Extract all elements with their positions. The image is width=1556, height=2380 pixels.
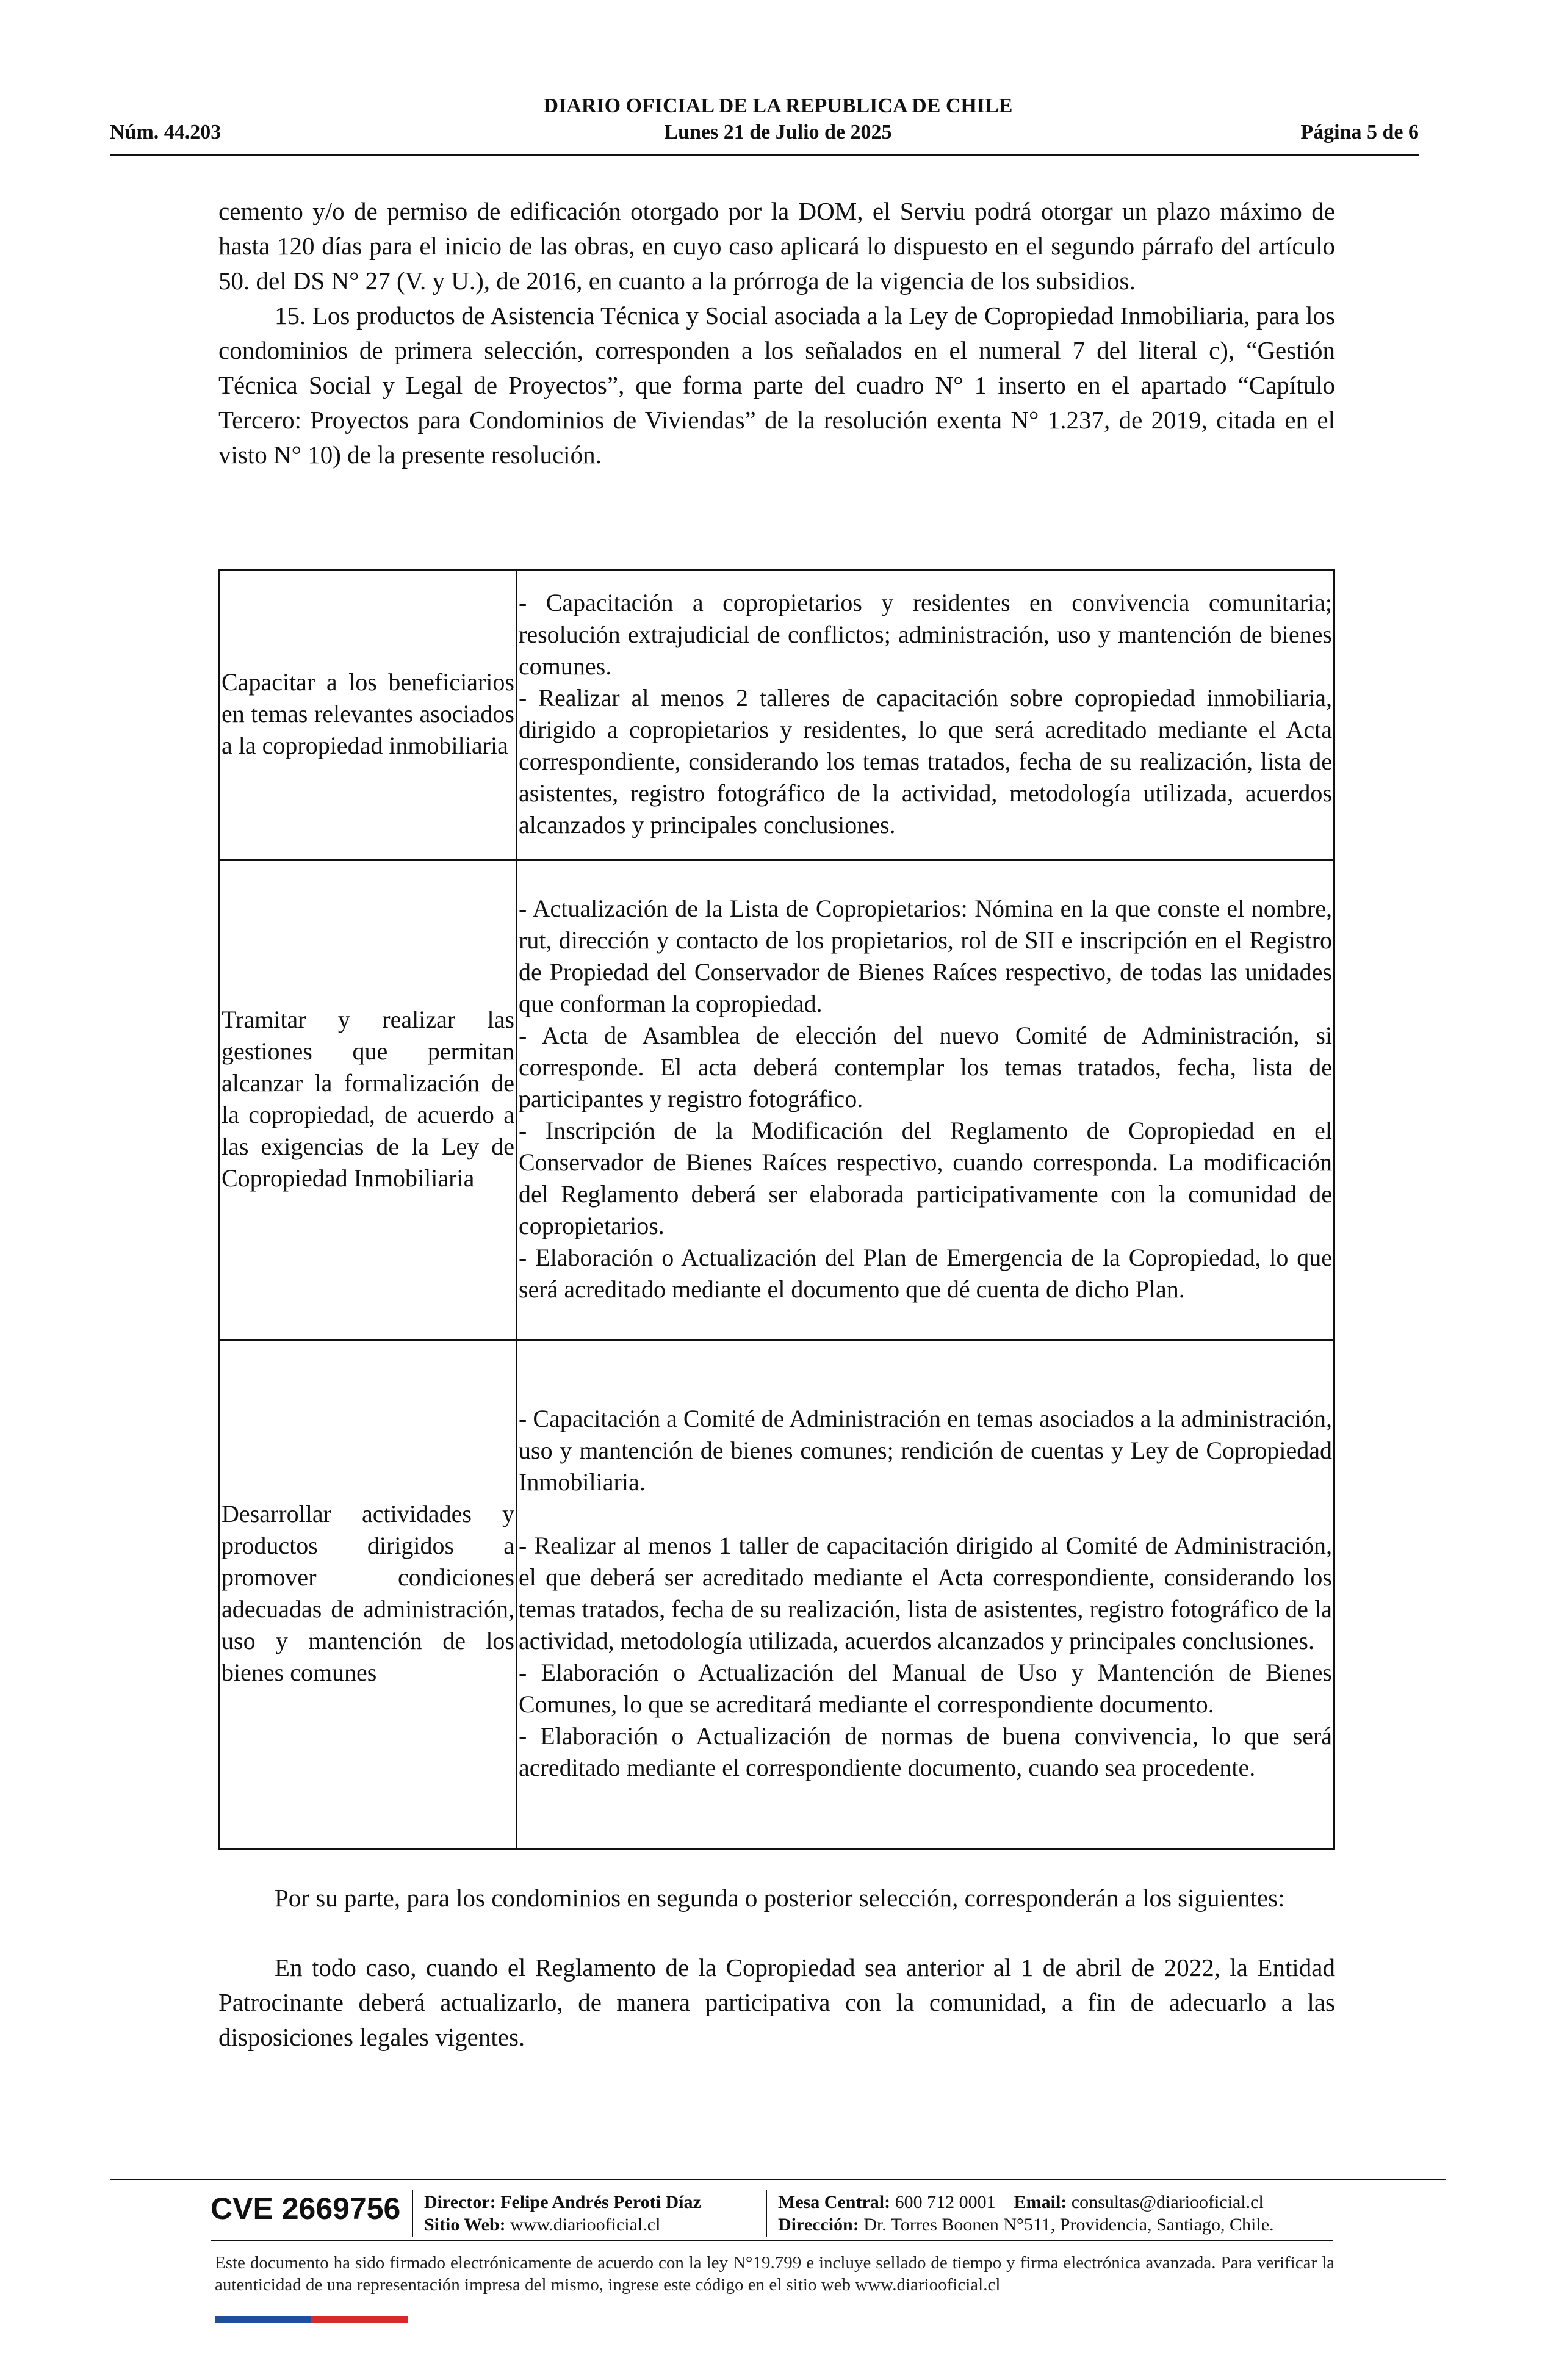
spacer [519, 1498, 1332, 1530]
address-label: Dirección: [778, 2215, 859, 2235]
table-row [220, 1340, 1334, 1849]
products-cell [517, 570, 1334, 860]
product-item: - Realizar al menos 2 talleres de capacitación sobre copropiedad inmobiliaria, dirigido a copropietarios y residentes, lo que será acreditado mediante el Acta correspondiente, considerando los temas tratados, fecha de su realización, lista de asistentes, registro fotográfico de la actividad, metodología utilizada, acuerdos alcanzados y principales conclusiones. [519, 683, 1332, 838]
intro-section [218, 194, 1335, 472]
activity-cell: Desarrollar actividades y productos dirigidos a promover condiciones adecuadas de administración, uso y mantención de los bienes comunes [220, 1340, 517, 1849]
products-cell [517, 860, 1334, 1340]
flag-stripe-red [311, 2316, 408, 2323]
product-item: - Elaboración o Actualización del Plan de Emergencia de la Copropiedad, lo que será acreditado mediante el documento que dé cuenta de dicho Plan. [519, 1243, 1332, 1303]
products-table [218, 569, 1335, 1850]
issue-date: Lunes 21 de Julio de 2025 [664, 121, 892, 143]
flag-stripe-blue [215, 2316, 311, 2323]
product-item: - Acta de Asamblea de elección del nuevo Comité de Administración, si corresponde. El acta deberá contemplar los temas tratados, fecha, lista de participantes y registro fotográfico. [519, 1021, 1332, 1112]
director-name: Felipe Andrés Peroti Díaz [500, 2192, 701, 2212]
paragraph-continuation: cemento y/o de permiso de edificación otorgado por la DOM, el Serviu podrá otorgar un plazo máximo de hasta 120 días para el inicio de las obras, en cuyo caso aplicará lo dispuesto en el segundo párrafo del artículo 50. del DS N° 27 (V. y U.), de 2016, en cuanto a la prórroga de la vigencia de los subsidios. [218, 197, 1335, 295]
web-label: Sitio Web: [424, 2215, 506, 2235]
newspaper-title: DIARIO OFICIAL DE LA REPUBLICA DE CHILE [543, 95, 1013, 117]
mesa-label: Mesa Central: [778, 2192, 891, 2212]
header-divider [110, 154, 1419, 156]
closing-section [218, 1881, 1335, 2055]
footer-divider [110, 2179, 1446, 2180]
product-item: - Capacitación a copropietarios y residentes en convivencia comunitaria; resolución extrajudicial de conflictos; administración, uso y mantención de bienes comunes. [519, 588, 1332, 680]
cve-code: CVE 2669756 [211, 2191, 401, 2226]
product-item: - Capacitación a Comité de Administración en temas asociados a la administración, uso y mantención de bienes comunes; rendición de cuentas y Ley de Copropiedad Inmobiliaria. [519, 1404, 1332, 1496]
table-row [220, 860, 1334, 1340]
product-item: - Realizar al menos 1 taller de capacitación dirigido al Comité de Administración, el que deberá ser acreditado mediante el Acta correspondiente, considerando los temas tratados, fecha de su realización, lista de asistentes, registro fotográfico de la actividad, metodología utilizada, acuerdos alcanzados y principales conclusiones. [519, 1531, 1332, 1654]
activity-cell: Tramitar y realizar las gestiones que permitan alcanzar la formalización de la copropiedad, de acuerdo a las exigencias de la Ley de Copropiedad Inmobiliaria [220, 860, 517, 1340]
footer-separator [766, 2190, 767, 2237]
activity-cell: Capacitar a los beneficiarios en temas relevantes asociados a la copropiedad inmobiliaria [220, 570, 517, 860]
footer-inner-divider [211, 2240, 1333, 2241]
address-text: Dr. Torres Boonen N°511, Providencia, Santiago, Chile. [863, 2215, 1274, 2235]
paragraph-reglamento: En todo caso, cuando el Reglamento de la Copropiedad sea anterior al 1 de abril de 2022, la Entidad Patrocinante deberá actualizarlo, de manera participativa con la comunidad, a fin de adecuarlo a las disposiciones legales vigentes. [218, 1953, 1335, 2051]
paragraph-second-selection: Por su parte, para los condominios en segunda o posterior selección, corresponderán a los siguientes: [275, 1884, 1285, 1912]
director-label: Director: [424, 2192, 496, 2212]
mesa-phone: 600 712 0001 [895, 2192, 996, 2212]
page-number: Página 5 de 6 [1300, 121, 1419, 143]
footer-separator [412, 2190, 413, 2237]
product-item: - Actualización de la Lista de Copropietarios: Nómina en la que conste el nombre, rut, dirección y contacto de los propietarios, rol de SII e inscripción en el Registro de Propiedad del Conservador de Bienes Raíces respectivo, de todas las unidades que conforman la copropiedad. [519, 894, 1332, 1017]
email-link[interactable]: consultas@diariooficial.cl [1071, 2192, 1264, 2212]
footer-contact-block [778, 2191, 1274, 2236]
paragraph-15: 15. Los productos de Asistencia Técnica y Social asociada a la Ley de Copropiedad Inmobiliaria, para los condominios de primera selección, corresponden a los señalados en el numeral 7 del literal c), “Gestión Técnica Social y Legal de Proyectos”, que forma parte del cuadro N° 1 inserto en el apartado “Capítulo Tercero: Proyectos para Condominios de Viviendas” de la resolución exenta N° 1.237, de 2019, citada en el visto N° 10) de la presente resolución. [218, 301, 1335, 469]
product-item: - Elaboración o Actualización del Manual de Uso y Mantención de Bienes Comunes, lo que se acreditará mediante el correspondiente documento. [519, 1658, 1332, 1718]
table-row [220, 570, 1334, 860]
products-cell [517, 1340, 1334, 1849]
web-link[interactable]: www.diariooficial.cl [510, 2215, 661, 2235]
footer-director-block [424, 2191, 701, 2236]
legal-notice: Este documento ha sido firmado electrónicamente de acuerdo con la ley N°19.799 e incluye sellado de tiempo y firma electrónica avanzada. Para verificar la autenticidad de una representación impresa del mismo, ingrese este código en el sitio web www.diariooficial.cl [215, 2253, 1334, 2295]
email-label: Email: [1014, 2192, 1067, 2212]
product-item: - Elaboración o Actualización de normas de buena convivencia, lo que será acreditado mediante el correspondiente documento, cuando sea procedente. [519, 1722, 1332, 1781]
product-item: - Inscripción de la Modificación del Reglamento de Copropiedad en el Conservador de Bienes Raíces respectivo, cuando corresponda. La modificación del Reglamento deberá ser elaborada participativamente con la comunidad de copropietarios. [519, 1116, 1332, 1239]
issue-number: Núm. 44.203 [110, 121, 222, 143]
